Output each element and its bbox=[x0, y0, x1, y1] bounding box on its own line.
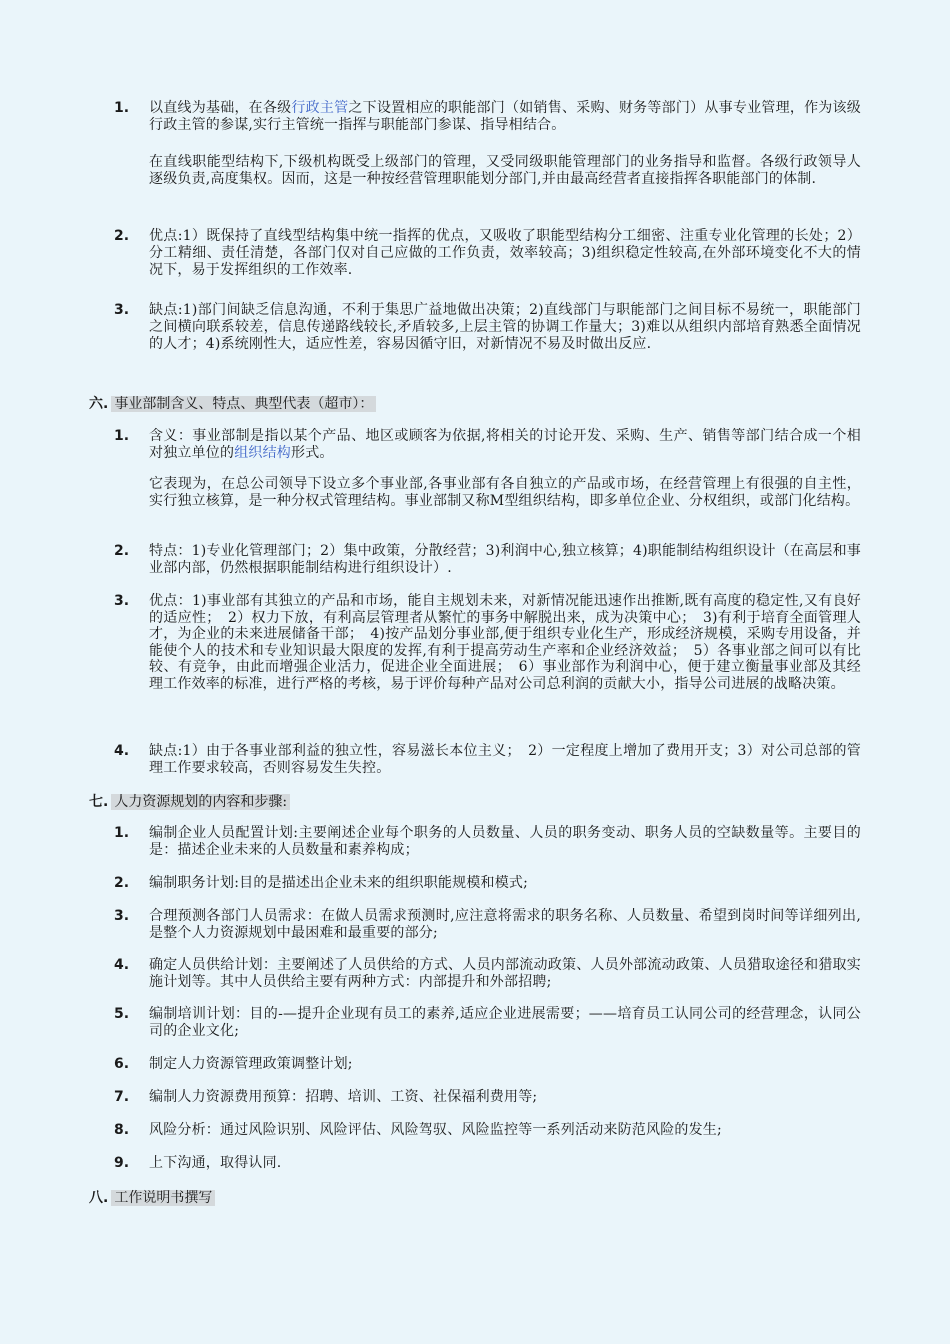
list-number: 5. bbox=[114, 1006, 130, 1022]
section-number: 七. bbox=[89, 794, 109, 810]
paragraph bbox=[149, 100, 861, 134]
paragraph: 优点：1)事业部有其独立的产品和市场，能自主规划未来，对新情况能迅速作出推断,既有高度的稳定性,又有良好的适应性； 2）权力下放，有利高层管理者从繁忙的事务中解脱出来，成为决策中心； 3)有利于培育全面管理人才，为企业的未来进展储备干部； 4)按产品划分事业部,便于组织专业化生产，形成经济规模，采购专用设备，并能使个人的技术和专业知识最大限度的发挥,有利于提高劳动生产率和企业经济效益； 5）各事业部之间可以有比较、有竞争，由此而增强企业活力，促进企业全面进展； 6）事业部作为利润中心，便于建立衡量事业部及其经理工作效率的标准，进行严格的考核，易于评价每种产品对公司总利润的贡献大小，指导公司进展的战略决策。 bbox=[149, 593, 861, 692]
hyperlink[interactable]: 行政主管 bbox=[291, 100, 349, 116]
list-number: 9. bbox=[114, 1155, 130, 1171]
list-number: 8. bbox=[114, 1122, 130, 1138]
paragraph: 制定人力资源管理政策调整计划; bbox=[149, 1056, 353, 1072]
section-heading bbox=[89, 791, 290, 811]
list-number: 2. bbox=[114, 228, 130, 244]
paragraph: 编制职务计划:目的是描述出企业未来的组织职能规模和模式; bbox=[149, 875, 529, 891]
list-number: 2. bbox=[114, 543, 130, 559]
hyperlink[interactable]: 组织结构 bbox=[234, 444, 292, 461]
paragraph: 编制企业人员配置计划:主要阐述企业每个职务的人员数量、人员的职务变动、职务人员的空缺数量等。主要目的是：描述企业未来的人员数量和素养构成； bbox=[149, 825, 861, 858]
section-title: 工作说明书撰写 bbox=[111, 1190, 215, 1206]
text-run: 之下设置相应的职能部门（如销售、采购、财务等部门）从事专业管理，作为该级行政主管的参谋,实行主管统一指挥与职能部门参谋、指导相结合。 bbox=[149, 100, 861, 133]
paragraph: 特点：1)专业化管理部门；2）集中政策，分散经营；3)利润中心,独立核算；4)职能制结构组织设计（在高层和事业部内部，仍然根据职能制结构进行组织设计）. bbox=[149, 543, 861, 576]
paragraph: 上下沟通，取得认同. bbox=[149, 1155, 282, 1171]
paragraph: 编制培训计划：目的-—提升企业现有员工的素养,适应企业进展需要；——培育员工认同公司的经营理念，认同公司的企业文化; bbox=[149, 1006, 861, 1039]
paragraph: 合理预测各部门人员需求：在做人员需求预测时,应注意将需求的职务名称、人员数量、希望到岗时间等详细列出,是整个人力资源规划中最困难和最重要的部分; bbox=[149, 908, 861, 941]
list-number: 3. bbox=[114, 908, 130, 924]
paragraph: 风险分析：通过风险识别、风险评估、风险驾驭、风险监控等一系列活动来防范风险的发生; bbox=[149, 1122, 722, 1138]
paragraph: 缺点:1）由于各事业部利益的独立性，容易滋长本位主义； 2）一定程度上增加了费用开支；3）对公司总部的管理工作要求较高，否则容易发生失控。 bbox=[149, 743, 861, 776]
list-number: 1. bbox=[114, 100, 130, 116]
section-title: 人力资源规划的内容和步骤: bbox=[111, 794, 290, 810]
list-number: 7. bbox=[114, 1089, 130, 1105]
paragraph: 优点:1）既保持了直线型结构集中统一指挥的优点，又吸收了职能型结构分工细密、注重专业化管理的长处；2）分工精细、责任清楚，各部门仅对自己应做的工作负责，效率较高；3)组织稳定性较高,在外部环境变化不大的情况下，易于发挥组织的工作效率. bbox=[149, 228, 861, 278]
paragraph: 在直线职能型结构下,下级机构既受上级部门的管理，又受同级职能管理部门的业务指导和监督。各级行政领导人逐级负责,高度集权。因而，这是一种按经营管理职能划分部门,并由最高经营者直接指挥各职能部门的体制. bbox=[149, 154, 861, 187]
paragraph: 确定人员供给计划：主要阐述了人员供给的方式、人员内部流动政策、人员外部流动政策、人员猎取途径和猎取实施计划等。其中人员供给主要有两种方式：内部提升和外部招聘; bbox=[149, 957, 861, 990]
list-number: 3. bbox=[114, 593, 130, 609]
text-run: 以直线为基础，在各级 bbox=[149, 100, 292, 116]
paragraph: 它表现为，在总公司领导下设立多个事业部,各事业部有各自独立的产品或市场，在经营管理上有很强的自主性，实行独立核算，是一种分权式管理结构。事业部制又称M型组织结构，即多单位企业、分权组织，或部门化结构。 bbox=[149, 476, 861, 509]
section-heading bbox=[89, 393, 376, 413]
section-number: 八. bbox=[89, 1190, 109, 1206]
paragraph bbox=[149, 428, 861, 461]
list-number: 1. bbox=[114, 428, 130, 444]
list-number: 2. bbox=[114, 875, 130, 891]
text-run: 含义：事业部制是指以某个产品、地区或顾客为依据,将相关的讨论开发、采购、生产、销售等部门结合成一个相对独立单位的 bbox=[149, 428, 861, 461]
section-heading bbox=[89, 1187, 215, 1207]
section-title: 事业部制含义、特点、典型代表（超市）： bbox=[111, 396, 376, 412]
paragraph: 编制人力资源费用预算：招聘、培训、工资、社保福利费用等; bbox=[149, 1089, 538, 1105]
list-number: 1. bbox=[114, 825, 130, 841]
list-number: 4. bbox=[114, 957, 130, 973]
paragraph: 缺点:1)部门间缺乏信息沟通，不利于集思广益地做出决策；2)直线部门与职能部门之间目标不易统一，职能部门之间横向联系较差，信息传递路线较长,矛盾较多,上层主管的协调工作量大；3)难以从组织内部培育熟悉全面情况的人才；4)系统刚性大，适应性差，容易因循守旧，对新情况不易及时做出反应. bbox=[149, 302, 861, 352]
text-run: 形式。 bbox=[291, 444, 334, 461]
list-number: 4. bbox=[114, 743, 130, 759]
section-number: 六. bbox=[89, 396, 109, 412]
list-number: 3. bbox=[114, 302, 130, 318]
list-number: 6. bbox=[114, 1056, 130, 1072]
